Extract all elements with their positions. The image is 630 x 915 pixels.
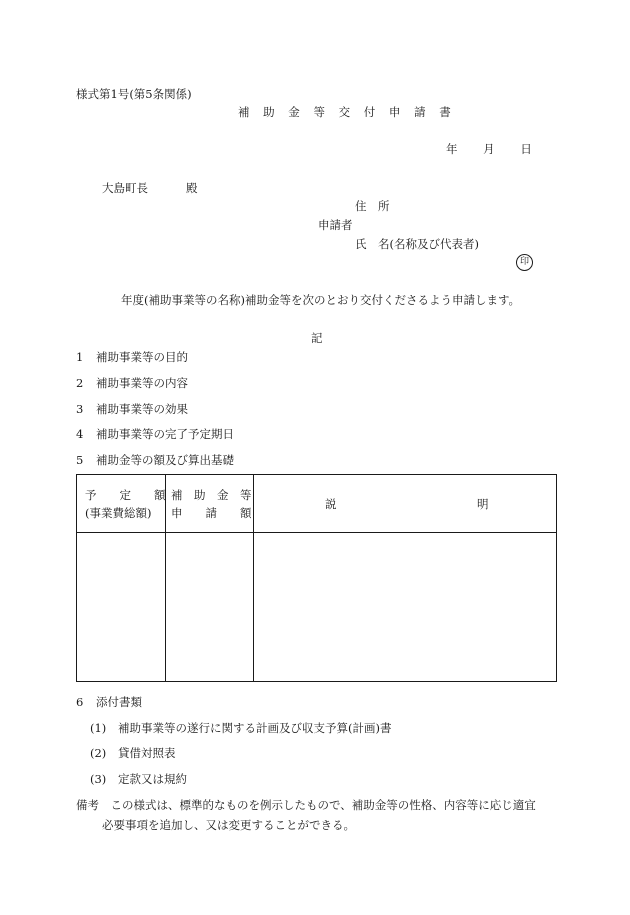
table-column-divider bbox=[165, 475, 166, 681]
item-number: 4 bbox=[76, 427, 84, 441]
list-item bbox=[76, 349, 188, 365]
remarks-line-1: この様式は、標準的なものを例示したもので、補助金等の性格、内容等に応じ適宜 bbox=[110, 798, 536, 812]
item-number: 3 bbox=[76, 402, 84, 416]
header-total-project-cost: (事業費総額) bbox=[85, 506, 152, 520]
item-label: 補助金等の額及び算出基礎 bbox=[96, 453, 234, 467]
attachment-number: (1) bbox=[90, 721, 107, 735]
address-label: 住 所 bbox=[355, 199, 390, 213]
day-label: 日 bbox=[520, 142, 532, 156]
item-label: 補助事業等の効果 bbox=[96, 402, 188, 416]
ki-heading: 記 bbox=[311, 331, 323, 345]
item-label: 添付書類 bbox=[96, 695, 142, 709]
date-line bbox=[446, 141, 554, 157]
list-item bbox=[76, 401, 188, 417]
attachment-label: 定款又は規約 bbox=[118, 772, 187, 786]
list-item bbox=[76, 375, 188, 391]
attachment-item bbox=[90, 720, 391, 736]
attachment-item bbox=[90, 745, 176, 761]
year-label: 年 bbox=[446, 142, 458, 156]
addressee bbox=[102, 180, 198, 196]
addressee-name: 大島町長 bbox=[102, 181, 148, 195]
item-label: 補助事業等の内容 bbox=[96, 376, 188, 390]
item-label: 補助事業等の完了予定期日 bbox=[96, 427, 234, 441]
list-item bbox=[76, 452, 234, 468]
header-explanation-right: 明 bbox=[477, 497, 489, 511]
attachment-label: 貸借対照表 bbox=[118, 746, 176, 760]
form-number: 様式第1号(第5条関係) bbox=[76, 87, 192, 101]
item-label: 補助事業等の目的 bbox=[96, 350, 188, 364]
attachment-number: (2) bbox=[90, 746, 107, 760]
remarks bbox=[76, 795, 566, 835]
header-subsidy: 補 助 金 等 bbox=[171, 488, 252, 502]
remarks-line-2: 必要事項を追加し、又は変更することができる。 bbox=[102, 818, 355, 832]
addressee-honorific: 殿 bbox=[186, 181, 198, 195]
attachment-label: 補助事業等の遂行に関する計画及び収支予算(計画)書 bbox=[118, 721, 392, 735]
item-number: 1 bbox=[76, 350, 84, 364]
attachment-number: (3) bbox=[90, 772, 107, 786]
header-planned-amount: 予 定 額 bbox=[85, 488, 166, 502]
month-label: 月 bbox=[483, 142, 495, 156]
table-column-divider bbox=[253, 475, 254, 681]
item-number: 6 bbox=[76, 695, 84, 709]
item-number: 2 bbox=[76, 376, 84, 390]
header-explanation-left: 説 bbox=[325, 497, 337, 511]
header-application-amount: 申 請 額 bbox=[171, 506, 252, 520]
remarks-label: 備考 bbox=[76, 798, 99, 812]
table-header-divider bbox=[77, 532, 556, 533]
list-item bbox=[76, 694, 142, 710]
applicant-label: 申請者 bbox=[318, 218, 353, 232]
attachment-item bbox=[90, 771, 187, 787]
list-item bbox=[76, 426, 234, 442]
seal-mark: 印 bbox=[516, 254, 533, 271]
name-label: 氏 名(名称及び代表者) bbox=[355, 237, 479, 251]
item-number: 5 bbox=[76, 453, 84, 467]
budget-table bbox=[76, 474, 557, 682]
application-text: 年度(補助事業等の名称)補助金等を次のとおり交付くださるよう申請します。 bbox=[121, 293, 521, 307]
document-title: 補 助 金 等 交 付 申 請 書 bbox=[238, 105, 456, 119]
